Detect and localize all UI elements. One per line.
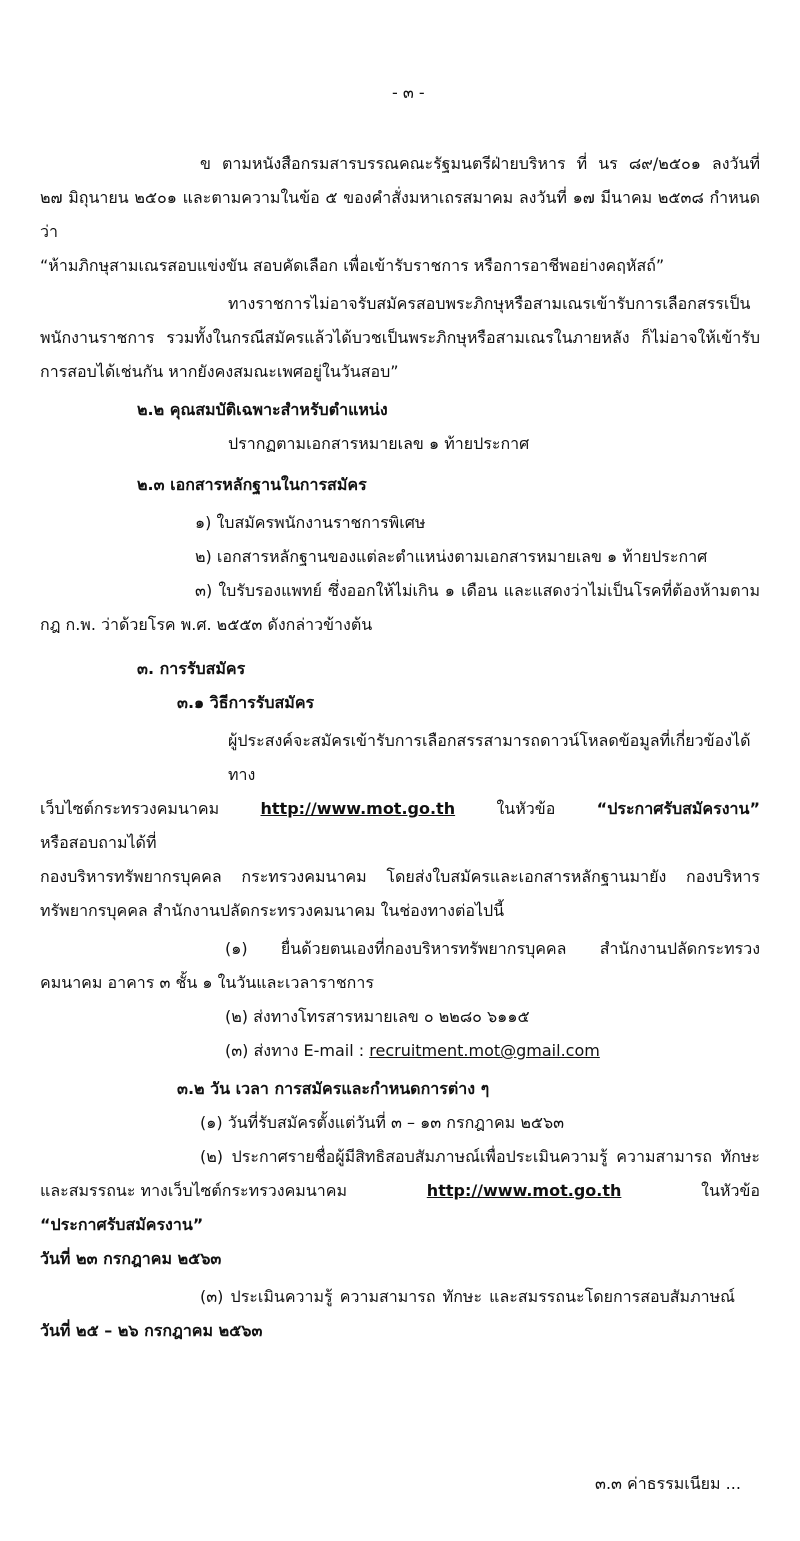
list-item: ๑) ใบสมัครพนักงานราชการพิเศษ [195,513,426,532]
list-item: ๒) เอกสารหลักฐานของแต่ละตำแหน่งตามเอกสารหมายเลข ๑ ท้ายประกาศ [195,547,708,566]
list-item: (๒) ประกาศรายชื่อผู้มีสิทธิสอบสัมภาษณ์เพื่อประเมินความรู้ ความสามารถ ทักษะ [200,1147,760,1166]
page-number: - ๓ - [392,83,425,102]
list-item-label: (๓) ส่งทาง E-mail : [225,1041,365,1060]
para-text: การสอบได้เช่นกัน หากยังคงสมณะเพศอยู่ในวันสอบ” [40,362,399,381]
list-item: คมนาคม อาคาร ๓ ชั้น ๑ ในวันและเวลาราชการ [40,973,374,992]
para-text: “ห้ามภิกษุสามเณรสอบแข่งขัน สอบคัดเลือก เพื่อเข้ารับราชการ หรือการอาชีพอย่างคฤหัสถ์” [40,256,665,275]
para-text: และสมรรถนะ ทางเว็บไซต์กระทรวงคมนาคม [40,1181,347,1200]
para-text: “ประกาศรับสมัครงาน” [596,799,760,818]
list-item: (๓) ประเมินความรู้ ความสามารถ ทักษะ และสมรรถนะโดยการสอบสัมภาษณ์ [200,1287,735,1306]
section-heading: ๒.๓ เอกสารหลักฐานในการสมัคร [137,475,367,494]
website-link[interactable]: http://www.mot.go.th [260,799,456,818]
para-text: ทางราชการไม่อาจรับสมัครสอบพระภิกษุหรือสามเณรเข้ารับการเลือกสรรเป็น [228,294,751,313]
para-text: กองบริหารทรัพยากรบุคคล กระทรวงคมนาคม โดยส่งใบสมัครและเอกสารหลักฐานมายัง กองบริหาร [40,867,760,886]
list-item: (๑) ยื่นด้วยตนเองที่กองบริหารทรัพยากรบุคคล สำนักงานปลัดกระทรวง [225,939,760,958]
subsection-heading: ๓.๑ วิธีการรับสมัคร [177,693,315,712]
para-text: “ประกาศรับสมัครงาน” [40,1215,204,1234]
para-text: ผู้ประสงค์จะสมัครเข้ารับการเลือกสรรสามารถดาวน์โหลดข้อมูลที่เกี่ยวข้องได้ทาง [228,731,751,784]
date-text: วันที่ ๒๕ – ๒๖ กรกฎาคม ๒๕๖๓ [40,1321,263,1340]
para-text: ข ตามหนังสือกรมสารบรรณคณะรัฐมนตรีฝ่ายบริหาร ที่ นร ๘๙/๒๕๐๑ ลงวันที่ [200,154,760,173]
list-item: ๓) ใบรับรองแพทย์ ซึ่งออกให้ไม่เกิน ๑ เดือน และแสดงว่าไม่เป็นโรคที่ต้องห้ามตาม [195,581,760,600]
list-item [225,1034,760,1068]
list-item: (๑) วันที่รับสมัครตั้งแต่วันที่ ๓ – ๑๓ กรกฎาคม ๒๕๖๓ [200,1113,565,1132]
section-heading: ๒.๒ คุณสมบัติเฉพาะสำหรับตำแหน่ง [137,400,388,419]
list-item: (๒) ส่งทางโทรสารหมายเลข ๐ ๒๒๘๐ ๖๑๑๕ [225,1007,530,1026]
para-text: เว็บไซต์กระทรวงคมนาคม [40,799,220,818]
subsection-heading: ๓.๒ วัน เวลา การสมัครและกำหนดการต่าง ๆ [177,1079,490,1098]
para-text: พนักงานราชการ รวมทั้งในกรณีสมัครแล้วได้บวชเป็นพระภิกษุหรือสามเณรในภายหลัง ก็ไม่อาจให้เข้ารับ [40,328,760,347]
para-line [40,792,760,860]
para-text: หรือสอบถามได้ที่ [40,833,157,852]
para-line [40,1174,760,1242]
continuation-note: ๓.๓ ค่าธรรมเนียม ... [595,1474,741,1493]
website-link[interactable]: http://www.mot.go.th [426,1181,622,1200]
date-text: วันที่ ๒๓ กรกฎาคม ๒๕๖๓ [40,1249,222,1268]
para-text: ทรัพยากรบุคคล สำนักงานปลัดกระทรวงคมนาคม ในช่องทางต่อไปนี้ [40,901,505,920]
para-text: ในหัวข้อ [496,799,556,818]
section-body: ปรากฏตามเอกสารหมายเลข ๑ ท้ายประกาศ [228,434,530,453]
section-heading: ๓. การรับสมัคร [137,659,246,678]
para-text: ในหัวข้อ [701,1181,760,1200]
para-text: ๒๗ มิถุนายน ๒๕๐๑ และตามความในข้อ ๕ ของคำสั่งมหาเถรสมาคม ลงวันที่ ๑๗ มีนาคม ๒๕๓๘ กำหนดว่า [40,188,760,241]
list-item: กฎ ก.พ. ว่าด้วยโรค พ.ศ. ๒๕๕๓ ดังกล่าวข้างต้น [40,615,373,634]
email-link[interactable]: recruitment.mot@gmail.com [369,1041,600,1060]
